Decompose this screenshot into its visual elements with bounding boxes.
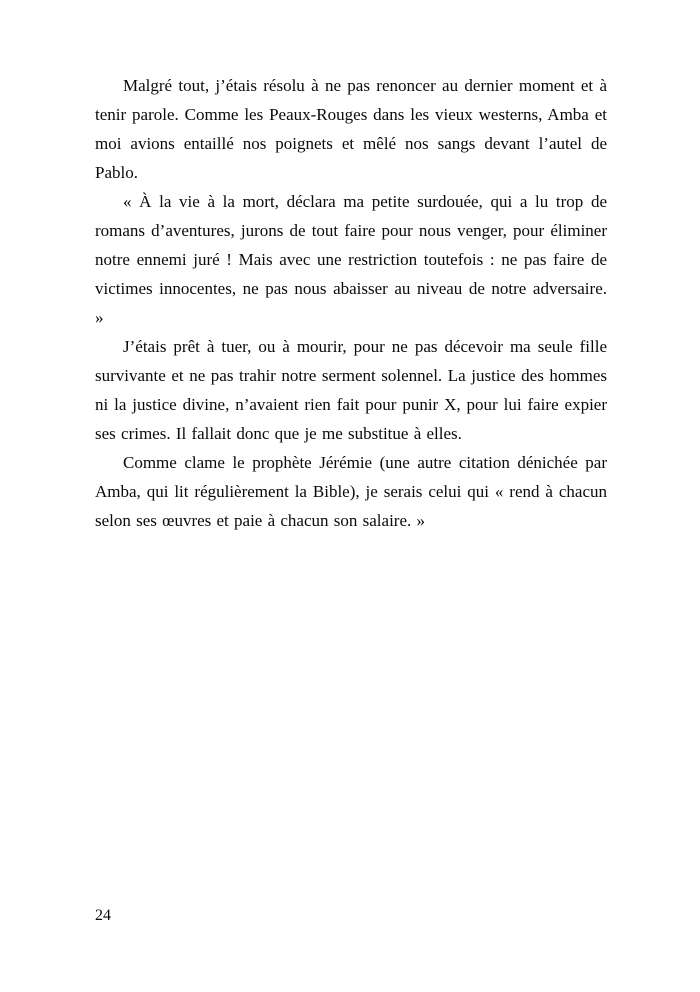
text-block bbox=[95, 71, 607, 535]
paragraph: Malgré tout, j’étais résolu à ne pas renoncer au dernier moment et à tenir parole. Comme les Peaux-Rouges dans les vieux westerns, Amba et moi avions entaillé nos poignets et mêlé nos sangs devant l’autel de Pablo. bbox=[95, 76, 607, 182]
paragraph: Comme clame le prophète Jérémie (une autre citation dénichée par Amba, qui lit régulièrement la Bible), je serais celui qui « rend à chacun selon ses œuvres et paie à chacun son salaire. » bbox=[95, 453, 607, 530]
paragraph: J’étais prêt à tuer, ou à mourir, pour ne pas décevoir ma seule fille survivante et ne pas trahir notre serment solennel. La justice des hommes ni la justice divine, n’avaient rien fait pour punir X, pour lui faire expier ses crimes. Il fallait donc que je me substitue à elles. bbox=[95, 337, 607, 443]
page-number: 24 bbox=[95, 907, 111, 924]
paragraph: « À la vie à la mort, déclara ma petite surdouée, qui a lu trop de romans d’aventures, jurons de tout faire pour nous venger, pour éliminer notre ennemi juré ! Mais avec une restriction toutefois : ne pas faire de victimes innocentes, ne pas nous abaisser au niveau de notre adversaire. » bbox=[95, 192, 607, 327]
